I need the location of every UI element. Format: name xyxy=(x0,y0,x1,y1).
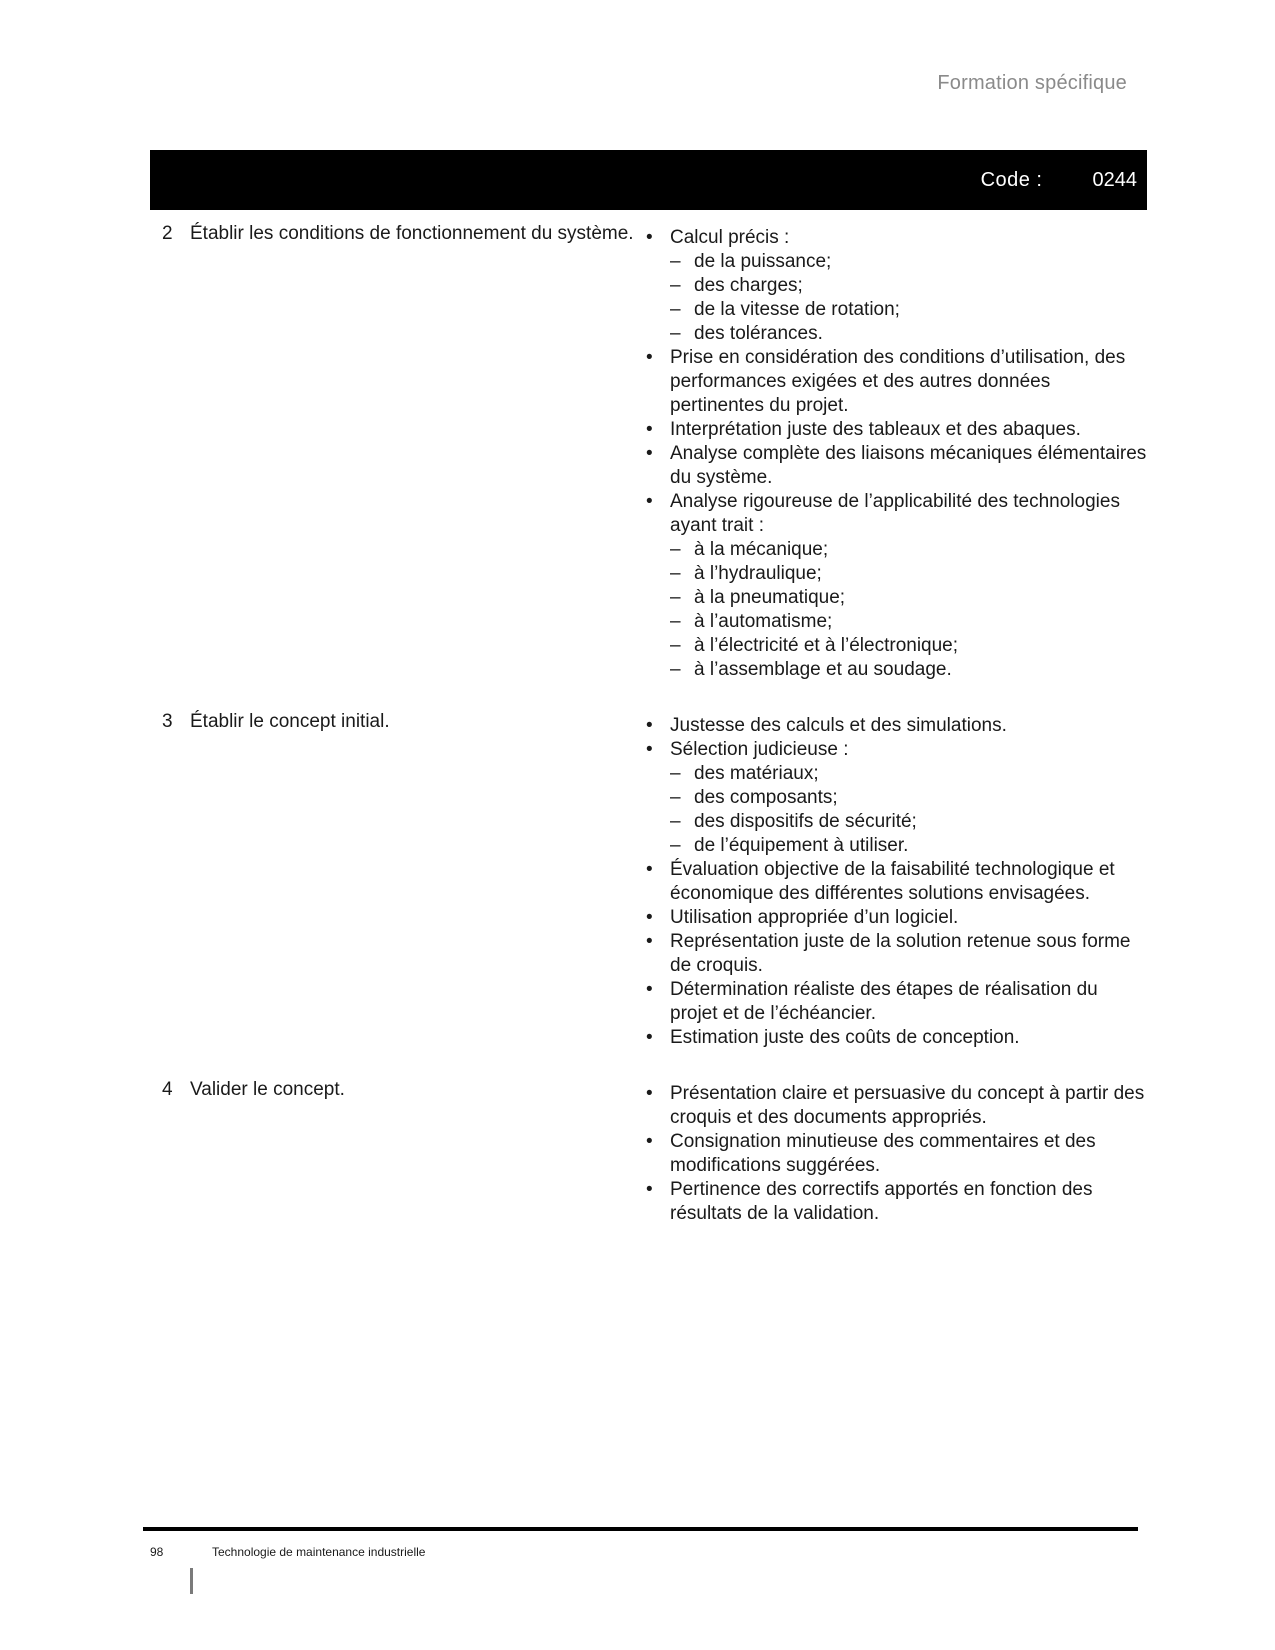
bullet-icon: • xyxy=(646,227,653,248)
criterion-item xyxy=(646,1178,1147,1226)
criterion-text: Pertinence des correctifs apportés en fonction des résultats de la validation. xyxy=(670,1179,1093,1224)
element-text: Établir les conditions de fonctionnement du système. xyxy=(190,223,634,244)
sub-criterion: – des composants; xyxy=(670,787,838,808)
criterion-text: Analyse rigoureuse de l’applicabilité des technologies ayant trait : xyxy=(670,491,1120,536)
criterion-text: Justesse des calculs et des simulations. xyxy=(670,715,1007,736)
bullet-icon: • xyxy=(646,491,653,512)
code-label: Code : xyxy=(980,168,1043,191)
bullet-icon: • xyxy=(646,347,653,368)
table-row xyxy=(150,1078,1147,1226)
criterion-text: Consignation minutieuse des commentaires et des modifications suggérées. xyxy=(670,1131,1096,1176)
bullet-icon: • xyxy=(646,739,653,760)
bullet-icon: • xyxy=(646,907,653,928)
criteria-list xyxy=(638,710,1147,1050)
element-text: Établir le concept initial. xyxy=(190,711,390,732)
criterion-item xyxy=(646,1130,1147,1178)
criterion-text: Interprétation juste des tableaux et des abaques. xyxy=(670,419,1081,440)
sub-criterion: – à la pneumatique; xyxy=(670,587,846,608)
sub-criterion: – des matériaux; xyxy=(670,763,819,784)
criterion-item xyxy=(646,930,1147,978)
table-row xyxy=(150,710,1147,1050)
dash-icon: – xyxy=(670,659,681,680)
criterion-text: Présentation claire et persuasive du concept à partir des croquis et des documents appropriés. xyxy=(670,1083,1145,1128)
bullet-icon: • xyxy=(646,979,653,1000)
competency-table xyxy=(150,222,1147,1226)
element-text: Valider le concept. xyxy=(190,1079,345,1100)
criterion-item xyxy=(646,1082,1147,1130)
criterion-text: Représentation juste de la solution retenue sous forme de croquis. xyxy=(670,931,1131,976)
sub-criterion: – de l’équipement à utiliser. xyxy=(670,835,909,856)
dash-icon: – xyxy=(670,611,681,632)
dash-icon: – xyxy=(670,275,681,296)
criteria-list xyxy=(638,1078,1147,1226)
sub-criterion: – de la puissance; xyxy=(670,251,832,272)
dash-icon: – xyxy=(670,811,681,832)
footer-mark xyxy=(190,1568,193,1594)
page-number: 98 xyxy=(150,1545,164,1559)
footer-rule xyxy=(143,1527,1138,1531)
element-cell xyxy=(150,1078,638,1226)
element-cell xyxy=(150,710,638,1050)
criterion-item xyxy=(646,714,1147,738)
criterion-item xyxy=(646,490,1147,682)
criterion-item xyxy=(646,906,1147,930)
element-cell xyxy=(150,222,638,682)
dash-icon: – xyxy=(670,323,681,344)
sub-criterion: – à l’hydraulique; xyxy=(670,563,822,584)
criterion-text: Calcul précis : xyxy=(670,227,790,248)
bullet-icon: • xyxy=(646,931,653,952)
dash-icon: – xyxy=(670,539,681,560)
criterion-text: Estimation juste des coûts de conception. xyxy=(670,1027,1020,1048)
dash-icon: – xyxy=(670,787,681,808)
criterion-item xyxy=(646,418,1147,442)
sub-criterion: – des tolérances. xyxy=(670,323,823,344)
criterion-item xyxy=(646,738,1147,858)
bullet-icon: • xyxy=(646,419,653,440)
bullet-icon: • xyxy=(646,1131,653,1152)
criterion-text: Analyse complète des liaisons mécaniques élémentaires du système. xyxy=(670,443,1147,488)
dash-icon: – xyxy=(670,587,681,608)
element-number: 3 xyxy=(162,711,173,732)
dash-icon: – xyxy=(670,299,681,320)
criterion-text: Sélection judicieuse : xyxy=(670,739,849,760)
criteria-list xyxy=(638,222,1147,682)
dash-icon: – xyxy=(670,835,681,856)
bullet-icon: • xyxy=(646,1179,653,1200)
dash-icon: – xyxy=(670,251,681,272)
criterion-item xyxy=(646,226,1147,346)
sub-criterion: – à l’électricité et à l’électronique; xyxy=(670,635,959,656)
bullet-icon: • xyxy=(646,1027,653,1048)
criterion-item xyxy=(646,858,1147,906)
criterion-text: Utilisation appropriée d’un logiciel. xyxy=(670,907,959,928)
bullet-icon: • xyxy=(646,1083,653,1104)
criterion-item xyxy=(646,978,1147,1026)
sub-criterion: – de la vitesse de rotation; xyxy=(670,299,900,320)
criterion-text: Évaluation objective de la faisabilité technologique et économique des différentes solutions envisagées. xyxy=(670,859,1115,904)
element-number: 2 xyxy=(162,223,173,244)
bullet-icon: • xyxy=(646,443,653,464)
sub-criterion: – des dispositifs de sécurité; xyxy=(670,811,917,832)
table-row xyxy=(150,222,1147,682)
criterion-item xyxy=(646,346,1147,418)
running-header: Formation spécifique xyxy=(937,72,1127,94)
sub-criterion: – à la mécanique; xyxy=(670,539,829,560)
criterion-item xyxy=(646,442,1147,490)
sub-criterion: – à l’assemblage et au soudage. xyxy=(670,659,952,680)
bullet-icon: • xyxy=(646,715,653,736)
page-footer xyxy=(150,1545,425,1559)
code-bar xyxy=(150,150,1147,210)
criterion-text: Prise en considération des conditions d’utilisation, des performances exigées et des autres données pertinentes du projet. xyxy=(670,347,1126,416)
dash-icon: – xyxy=(670,563,681,584)
sub-criterion: – à l’automatisme; xyxy=(670,611,833,632)
bullet-icon: • xyxy=(646,859,653,880)
criterion-item xyxy=(646,1026,1147,1050)
dash-icon: – xyxy=(670,763,681,784)
code-value: 0244 xyxy=(1092,168,1137,191)
sub-criterion: – des charges; xyxy=(670,275,803,296)
criterion-text: Détermination réaliste des étapes de réalisation du projet et de l’échéancier. xyxy=(670,979,1098,1024)
element-number: 4 xyxy=(162,1079,173,1100)
program-title: Technologie de maintenance industrielle xyxy=(212,1545,426,1559)
dash-icon: – xyxy=(670,635,681,656)
